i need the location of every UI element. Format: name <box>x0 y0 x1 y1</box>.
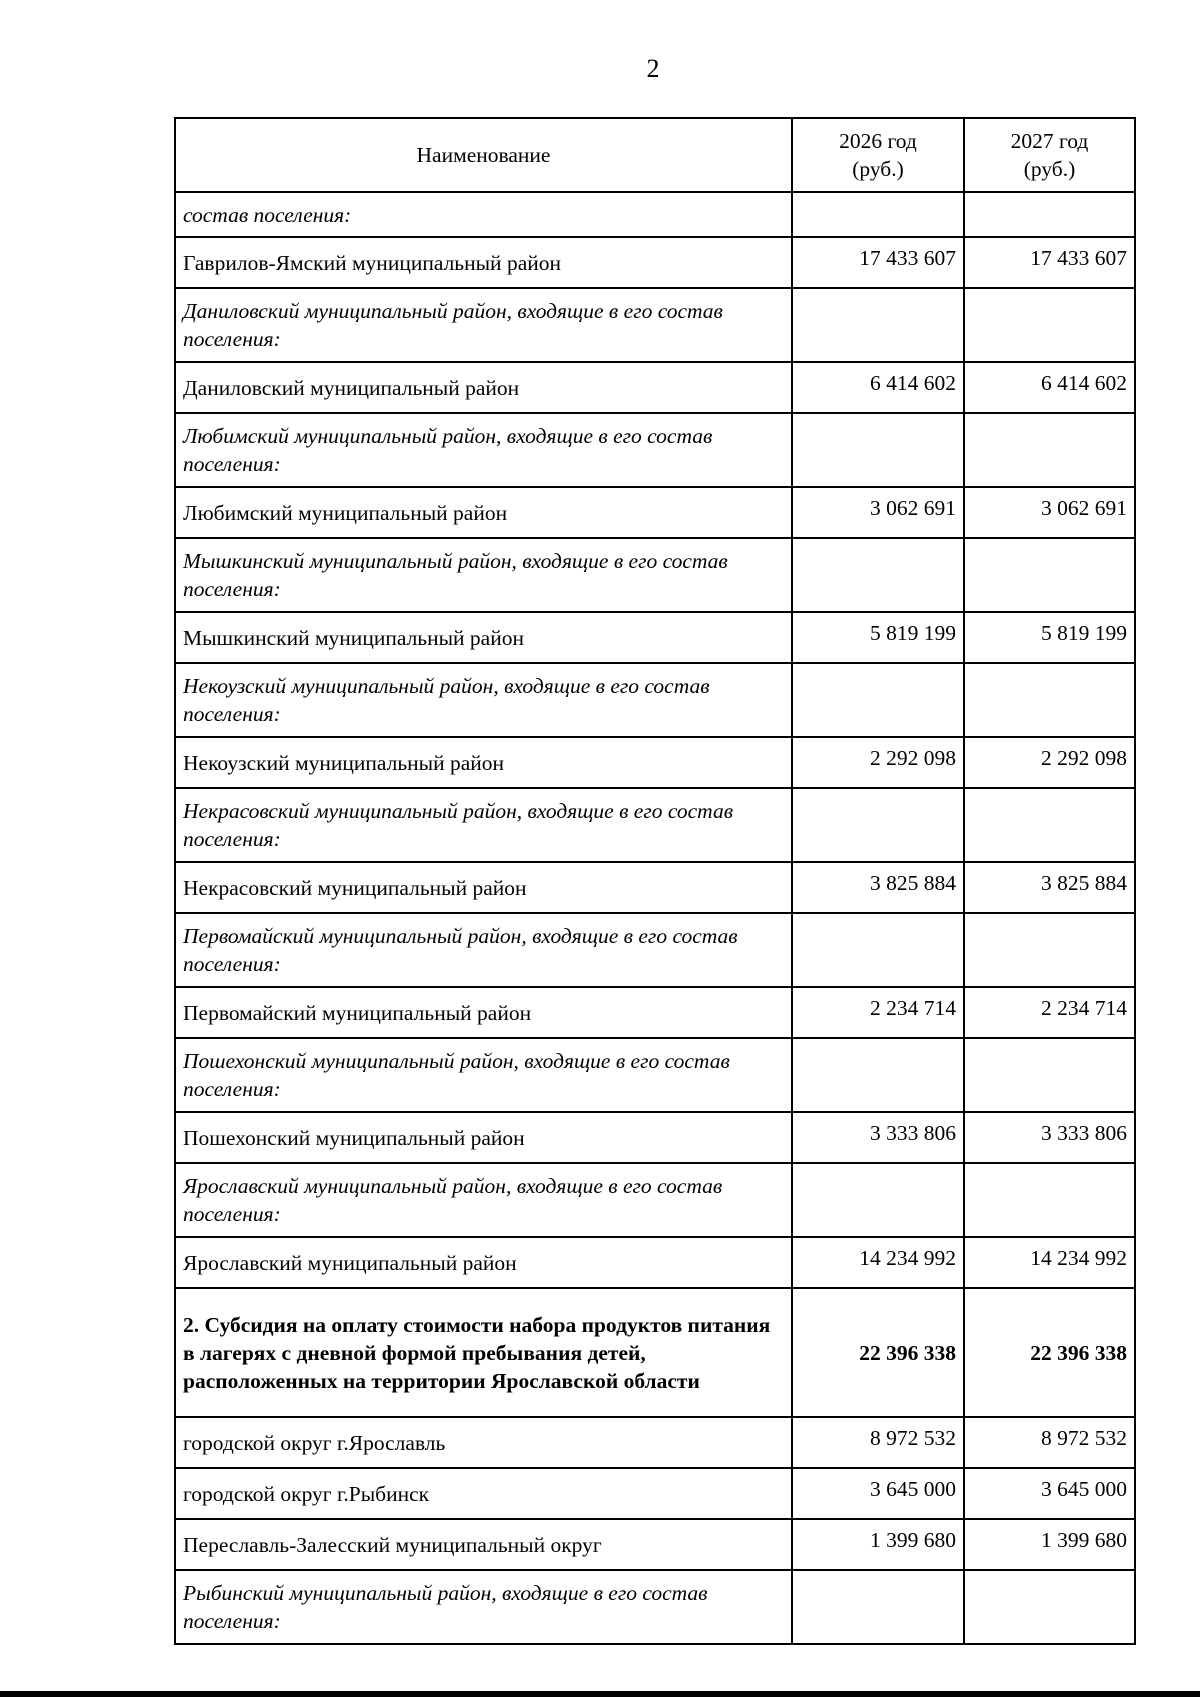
row-name: Пошехонский муниципальный район <box>175 1112 792 1163</box>
table-row <box>175 1237 1135 1288</box>
group-header-row <box>175 663 1135 737</box>
row-name: Первомайский муниципальный район, входящие в его состав поселения: <box>175 913 792 987</box>
empty-cell <box>792 538 964 612</box>
row-name: Рыбинский муниципальный район, входящие в его состав поселения: <box>175 1570 792 1644</box>
row-name: Некоузский муниципальный район, входящие в его состав поселения: <box>175 663 792 737</box>
row-name: состав поселения: <box>175 192 792 237</box>
column-header-name: Наименование <box>175 118 792 192</box>
empty-cell <box>792 913 964 987</box>
column-header-2027-year: 2027 год <box>1010 129 1089 153</box>
row-value-2026: 14 234 992 <box>792 1237 964 1288</box>
row-name: Первомайский муниципальный район <box>175 987 792 1038</box>
empty-cell <box>964 788 1135 862</box>
table-header-row <box>175 118 1135 192</box>
row-value-2026: 2 292 098 <box>792 737 964 788</box>
page-number: 2 <box>646 54 660 83</box>
table-row <box>175 237 1135 288</box>
row-name: Гаврилов-Ямский муниципальный район <box>175 237 792 288</box>
group-header-row <box>175 788 1135 862</box>
row-name: Переславль-Залесский муниципальный округ <box>175 1519 792 1570</box>
column-header-2026-unit: (руб.) <box>852 157 904 181</box>
empty-cell <box>792 788 964 862</box>
row-value-2026: 22 396 338 <box>792 1288 964 1417</box>
row-name: Ярославский муниципальный район, входящие в его состав поселения: <box>175 1163 792 1237</box>
row-name: Пошехонский муниципальный район, входящие в его состав поселения: <box>175 1038 792 1112</box>
row-name: Любимский муниципальный район <box>175 487 792 538</box>
row-value-2027: 22 396 338 <box>964 1288 1135 1417</box>
empty-cell <box>792 1570 964 1644</box>
empty-cell <box>964 538 1135 612</box>
table-row <box>175 612 1135 663</box>
row-value-2027: 6 414 602 <box>964 362 1135 413</box>
table-row <box>175 1468 1135 1519</box>
empty-cell <box>792 1163 964 1237</box>
column-header-2026-year: 2026 год <box>839 129 917 153</box>
empty-cell <box>964 1163 1135 1237</box>
column-header-2027 <box>964 118 1135 192</box>
row-value-2026: 3 333 806 <box>792 1112 964 1163</box>
row-value-2026: 2 234 714 <box>792 987 964 1038</box>
row-value-2026: 5 819 199 <box>792 612 964 663</box>
empty-cell <box>792 413 964 487</box>
empty-cell <box>964 913 1135 987</box>
row-value-2027: 5 819 199 <box>964 612 1135 663</box>
row-name: Любимский муниципальный район, входящие в его состав поселения: <box>175 413 792 487</box>
empty-cell <box>964 1038 1135 1112</box>
row-value-2026: 8 972 532 <box>792 1417 964 1468</box>
row-value-2027: 8 972 532 <box>964 1417 1135 1468</box>
column-header-2026 <box>792 118 964 192</box>
empty-cell <box>792 288 964 362</box>
row-value-2026: 3 645 000 <box>792 1468 964 1519</box>
group-header-row <box>175 1163 1135 1237</box>
section-row <box>175 1288 1135 1417</box>
row-value-2027: 17 433 607 <box>964 237 1135 288</box>
table-row <box>175 987 1135 1038</box>
row-value-2027: 14 234 992 <box>964 1237 1135 1288</box>
empty-cell <box>792 663 964 737</box>
row-value-2026: 3 825 884 <box>792 862 964 913</box>
page-bottom-edge <box>0 1691 1200 1697</box>
row-value-2027: 3 333 806 <box>964 1112 1135 1163</box>
row-value-2026: 6 414 602 <box>792 362 964 413</box>
table-row <box>175 1519 1135 1570</box>
row-name: Мышкинский муниципальный район <box>175 612 792 663</box>
row-value-2027: 3 645 000 <box>964 1468 1135 1519</box>
empty-cell <box>792 192 964 237</box>
row-name: Даниловский муниципальный район <box>175 362 792 413</box>
row-value-2026: 17 433 607 <box>792 237 964 288</box>
empty-cell <box>964 1570 1135 1644</box>
table-row <box>175 862 1135 913</box>
row-value-2026: 3 062 691 <box>792 487 964 538</box>
group-header-row <box>175 1038 1135 1112</box>
empty-cell <box>792 1038 964 1112</box>
row-name: городской округ г.Ярославль <box>175 1417 792 1468</box>
row-name: 2. Субсидия на оплату стоимости набора продуктов питания в лагерях с дневной формой пребывания детей, расположенных на территории Ярославской области <box>175 1288 792 1417</box>
row-name: Некрасовский муниципальный район, входящие в его состав поселения: <box>175 788 792 862</box>
empty-cell <box>964 663 1135 737</box>
table-row <box>175 737 1135 788</box>
row-name: Ярославский муниципальный район <box>175 1237 792 1288</box>
table-body <box>175 192 1135 1644</box>
row-name: Некоузский муниципальный район <box>175 737 792 788</box>
row-value-2027: 3 825 884 <box>964 862 1135 913</box>
table-row <box>175 487 1135 538</box>
empty-cell <box>964 192 1135 237</box>
table-row <box>175 362 1135 413</box>
group-header-row <box>175 913 1135 987</box>
row-value-2027: 2 234 714 <box>964 987 1135 1038</box>
table-row <box>175 1112 1135 1163</box>
group-header-row <box>175 1570 1135 1644</box>
row-name: Некрасовский муниципальный район <box>175 862 792 913</box>
table-row <box>175 1417 1135 1468</box>
budget-table <box>174 117 1136 1645</box>
group-header-row <box>175 538 1135 612</box>
row-name: городской округ г.Рыбинск <box>175 1468 792 1519</box>
row-value-2027: 3 062 691 <box>964 487 1135 538</box>
group-header-row <box>175 192 1135 237</box>
row-value-2027: 1 399 680 <box>964 1519 1135 1570</box>
row-name: Даниловский муниципальный район, входящие в его состав поселения: <box>175 288 792 362</box>
empty-cell <box>964 288 1135 362</box>
row-value-2027: 2 292 098 <box>964 737 1135 788</box>
row-value-2026: 1 399 680 <box>792 1519 964 1570</box>
group-header-row <box>175 413 1135 487</box>
group-header-row <box>175 288 1135 362</box>
empty-cell <box>964 413 1135 487</box>
row-name: Мышкинский муниципальный район, входящие в его состав поселения: <box>175 538 792 612</box>
column-header-2027-unit: (руб.) <box>1023 157 1076 181</box>
